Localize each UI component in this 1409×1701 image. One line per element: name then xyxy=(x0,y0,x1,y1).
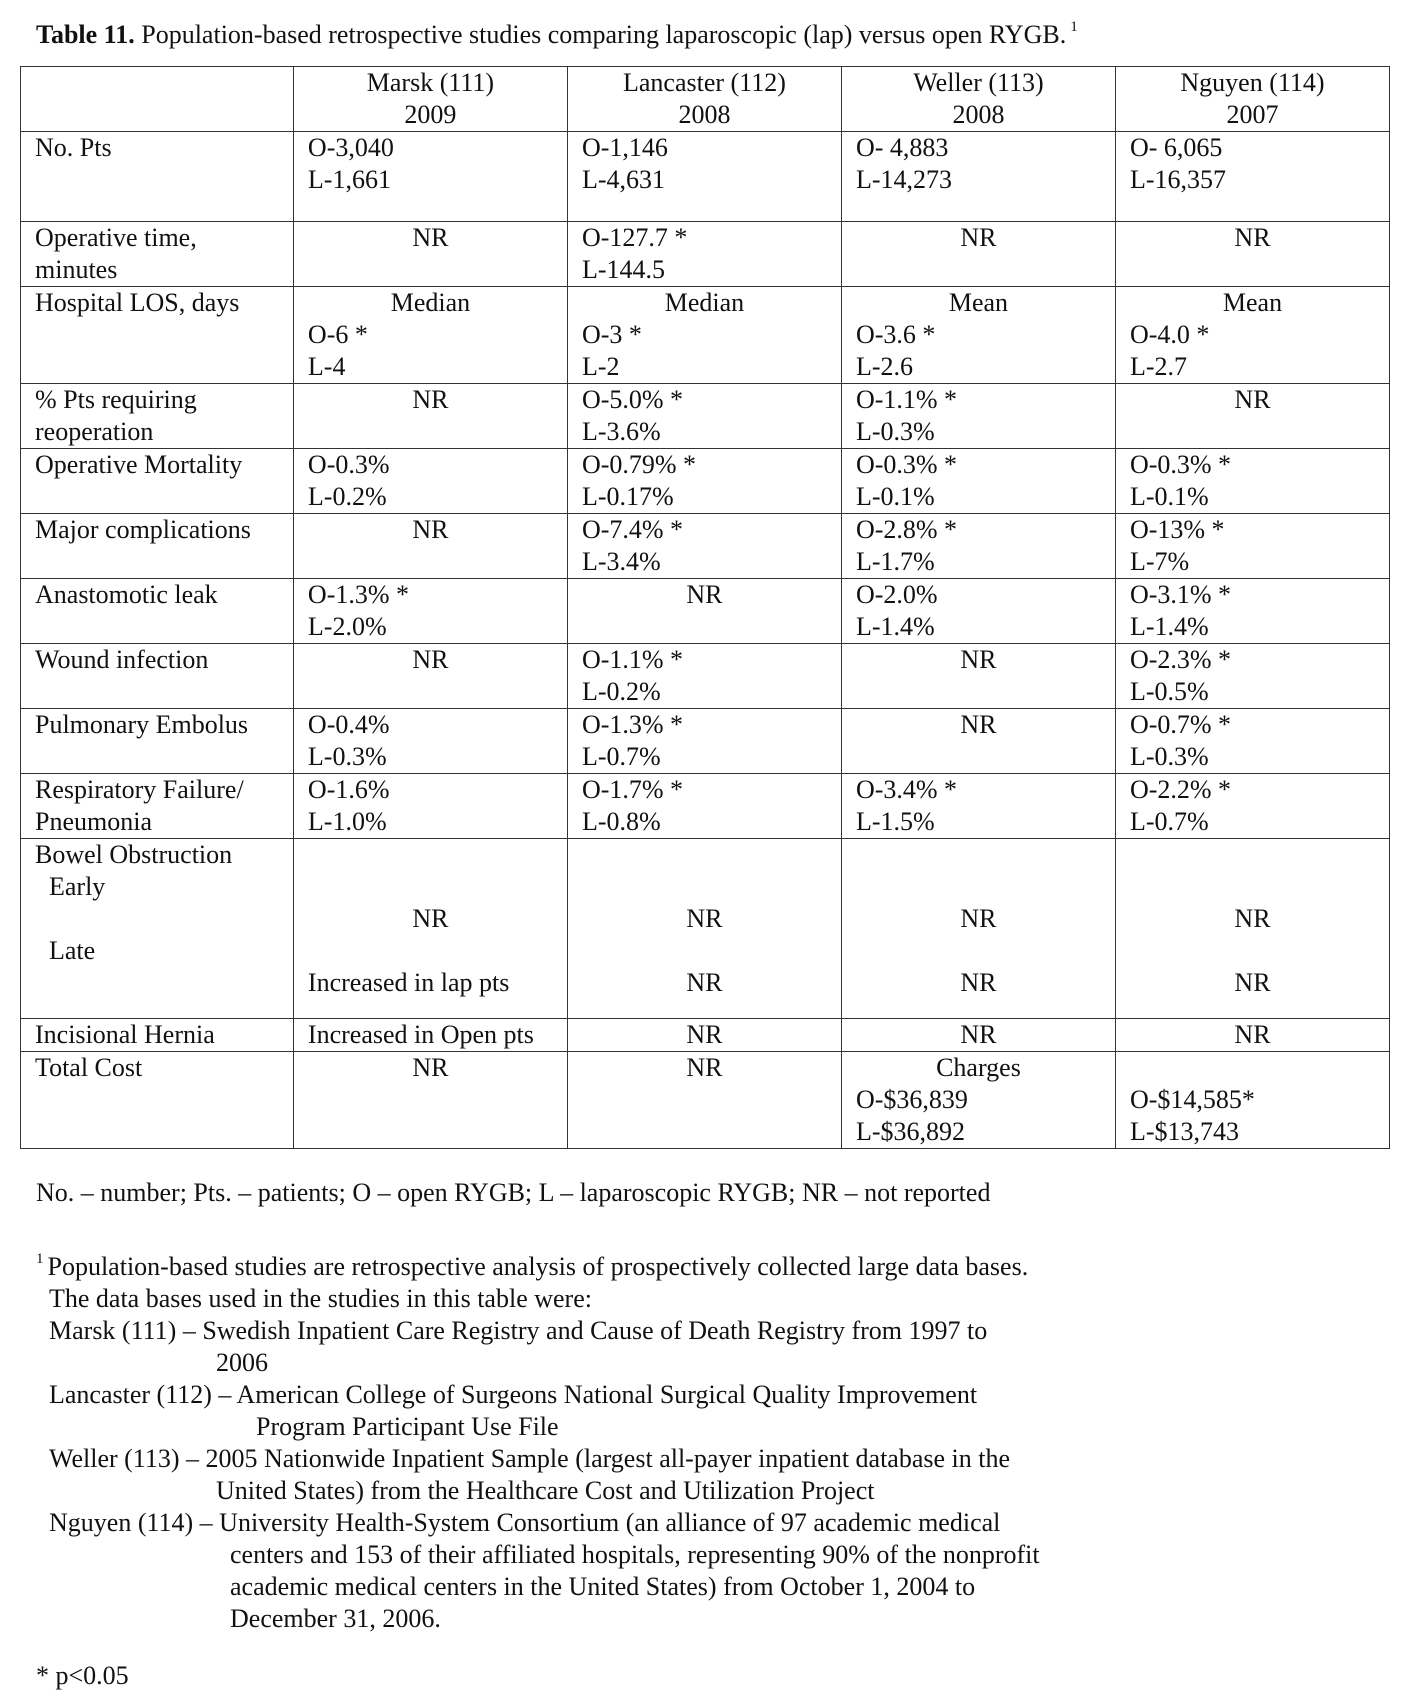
table-cell: NR xyxy=(841,709,1115,774)
cell-value: Increased in lap pts xyxy=(307,968,510,997)
cell-value: O-$36,839 xyxy=(855,1085,968,1114)
table-cell xyxy=(567,449,841,514)
cell-value: L-0.8% xyxy=(581,807,661,836)
cell-value: L-$13,743 xyxy=(1129,1117,1240,1146)
table-cell xyxy=(841,287,1115,384)
row-label: Operative Mortality xyxy=(21,449,294,514)
table-cell xyxy=(567,839,841,1019)
table-cell: NR xyxy=(1115,384,1389,449)
row-label: Total Cost xyxy=(21,1052,294,1149)
cell-value: L-4,631 xyxy=(581,165,665,194)
table-row xyxy=(21,774,1390,839)
row-label xyxy=(21,222,294,287)
footnote-marker: 1 xyxy=(36,1251,44,1267)
table-cell xyxy=(1115,709,1389,774)
table-cell xyxy=(293,449,567,514)
significance-note: * p<0.05 xyxy=(36,1661,129,1690)
table-cell: NR xyxy=(293,1052,567,1149)
row-label-line: reoperation xyxy=(35,417,154,446)
column-header-nguyen xyxy=(1115,67,1389,132)
table-cell xyxy=(1115,644,1389,709)
table-cell: NR xyxy=(1115,222,1389,287)
footnote-line: The data bases used in the studies in this table were: xyxy=(49,1284,592,1313)
table-cell xyxy=(293,287,567,384)
cell-value: O-3,040 xyxy=(307,133,394,162)
footnote-line: Population-based studies are retrospective analysis of prospectively collected large data bases. xyxy=(47,1252,1029,1281)
table-cell xyxy=(293,774,567,839)
footnote-source-marsk-cont: 2006 xyxy=(216,1348,268,1377)
table-cell: NR xyxy=(567,579,841,644)
comparison-table xyxy=(20,66,1390,1149)
footnote-source-lancaster-cont: Program Participant Use File xyxy=(256,1412,559,1441)
column-name: Nguyen (114) xyxy=(1180,68,1325,97)
table-cell xyxy=(293,709,567,774)
table-cell xyxy=(1115,579,1389,644)
row-label-line: Pneumonia xyxy=(35,807,152,836)
row-label: Anastomotic leak xyxy=(21,579,294,644)
table-caption: Population-based retrospective studies comparing laparoscopic (lap) versus open RYGB. xyxy=(141,20,1067,49)
cell-value: NR xyxy=(412,904,449,933)
table-cell: NR xyxy=(841,644,1115,709)
table-cell xyxy=(567,384,841,449)
row-label-line: % Pts requiring xyxy=(35,385,197,414)
table-cell xyxy=(567,644,841,709)
cell-value: O-13% * xyxy=(1129,515,1225,544)
cell-value: L-0.3% xyxy=(1129,742,1209,771)
cell-value: L-4 xyxy=(307,352,346,381)
column-header-lancaster xyxy=(567,67,841,132)
cell-value: O-0.3% * xyxy=(855,450,958,479)
table-row xyxy=(21,709,1390,774)
table-cell: NR xyxy=(567,1052,841,1149)
cell-value: O- 6,065 xyxy=(1129,133,1223,162)
cell-value: O-1.3% * xyxy=(307,580,410,609)
row-label: Pulmonary Embolus xyxy=(21,709,294,774)
table-number: Table 11. xyxy=(36,20,135,49)
row-label: Incisional Hernia xyxy=(21,1019,294,1052)
table-cell: NR xyxy=(841,1019,1115,1052)
cell-value: L-0.17% xyxy=(581,482,674,511)
footnote-source-weller: Weller (113) – 2005 Nationwide Inpatient Sample (largest all-payer inpatient database in the xyxy=(49,1444,1011,1473)
column-year: 2008 xyxy=(678,100,731,129)
cell-value: O-0.7% * xyxy=(1129,710,1232,739)
column-header-marsk xyxy=(293,67,567,132)
table-cell xyxy=(293,132,567,222)
table-cell: NR xyxy=(567,1019,841,1052)
row-label-line: Bowel Obstruction xyxy=(35,840,233,869)
table-cell xyxy=(841,514,1115,579)
cell-value: NR xyxy=(960,968,997,997)
cell-value: L-0.3% xyxy=(855,417,935,446)
table-row xyxy=(21,222,1390,287)
table-cell xyxy=(841,384,1115,449)
cell-value: L-2.0% xyxy=(307,612,387,641)
header-empty-cell xyxy=(21,67,294,132)
table-cell xyxy=(841,774,1115,839)
table-row xyxy=(21,839,1390,1019)
table-row xyxy=(21,644,1390,709)
cell-value: O-6 * xyxy=(307,320,368,349)
cell-value: L-3.4% xyxy=(581,547,661,576)
cell-value: L-1.4% xyxy=(1129,612,1209,641)
cell-value: O-2.3% * xyxy=(1129,645,1232,674)
table-cell xyxy=(841,449,1115,514)
table-cell xyxy=(841,1052,1115,1149)
row-label: Hospital LOS, days xyxy=(21,287,294,384)
row-label-line: minutes xyxy=(35,255,118,284)
cell-value: L-$36,892 xyxy=(855,1117,965,1146)
cell-value: NR xyxy=(960,904,997,933)
footnote-source-nguyen-cont: centers and 153 of their affiliated hospitals, representing 90% of the nonprofit xyxy=(230,1540,1040,1569)
column-name: Marsk (111) xyxy=(366,68,495,97)
column-header-weller xyxy=(841,67,1115,132)
row-sublabel-early: Early xyxy=(49,872,106,901)
cell-value: L-16,357 xyxy=(1129,165,1227,194)
table-cell xyxy=(1115,287,1389,384)
cell-value: NR xyxy=(1234,968,1271,997)
table-cell xyxy=(567,514,841,579)
cell-value: L-1.4% xyxy=(855,612,935,641)
cell-value: NR xyxy=(686,904,723,933)
table-cell xyxy=(293,839,567,1019)
footnote-block xyxy=(36,1243,1040,1635)
cell-value: L-1.7% xyxy=(855,547,935,576)
column-year: 2008 xyxy=(952,100,1005,129)
cell-value: O-0.3% * xyxy=(1129,450,1232,479)
cell-value: O-3.4% * xyxy=(855,775,958,804)
table-cell: NR xyxy=(293,222,567,287)
cell-value: L-7% xyxy=(1129,547,1190,576)
row-sublabel-late: Late xyxy=(49,936,96,965)
column-year: 2009 xyxy=(404,100,457,129)
footnote-source-marsk: Marsk (111) – Swedish Inpatient Care Registry and Cause of Death Registry from 1997 to xyxy=(49,1316,988,1345)
cell-subheading: Median xyxy=(664,288,745,317)
row-label: Wound infection xyxy=(21,644,294,709)
row-label-line: Operative time, xyxy=(35,223,197,252)
cell-value: L-1.0% xyxy=(307,807,387,836)
row-label xyxy=(21,839,294,1019)
cell-value: NR xyxy=(1234,904,1271,933)
row-label-line: Respiratory Failure/ xyxy=(35,775,244,804)
cell-value: O-2.2% * xyxy=(1129,775,1232,804)
table-cell xyxy=(1115,449,1389,514)
row-label: Major complications xyxy=(21,514,294,579)
table-cell: NR xyxy=(293,644,567,709)
table-row xyxy=(21,287,1390,384)
row-label xyxy=(21,774,294,839)
cell-value: O-0.3% xyxy=(307,450,390,479)
cell-value: O-$14,585* xyxy=(1129,1085,1255,1114)
table-cell xyxy=(841,839,1115,1019)
table-row xyxy=(21,132,1390,222)
cell-value: L-0.1% xyxy=(855,482,935,511)
footnote-source-nguyen-cont: December 31, 2006. xyxy=(230,1604,441,1633)
table-cell xyxy=(567,132,841,222)
table-cell xyxy=(841,579,1115,644)
cell-value: O-0.4% xyxy=(307,710,390,739)
table-cell: NR xyxy=(1115,1019,1389,1052)
table-cell xyxy=(567,287,841,384)
abbreviations-note: No. – number; Pts. – patients; O – open RYGB; L – laparoscopic RYGB; NR – not reported xyxy=(36,1178,991,1207)
cell-value: L-1.5% xyxy=(855,807,935,836)
row-label: No. Pts xyxy=(21,132,294,222)
cell-value: L-0.3% xyxy=(307,742,387,771)
cell-value: L-0.7% xyxy=(1129,807,1209,836)
cell-value: NR xyxy=(686,968,723,997)
table-cell: NR xyxy=(841,222,1115,287)
cell-value: O-1,146 xyxy=(581,133,668,162)
table-cell xyxy=(567,222,841,287)
cell-value: L-14,273 xyxy=(855,165,952,194)
cell-value: O-3 * xyxy=(581,320,642,349)
footnote-source-weller-cont: United States) from the Healthcare Cost and Utilization Project xyxy=(216,1476,875,1505)
table-cell xyxy=(567,774,841,839)
cell-value: O-7.4% * xyxy=(581,515,684,544)
cell-value: L-2.7 xyxy=(1129,352,1188,381)
table-cell xyxy=(567,709,841,774)
cell-subheading: Mean xyxy=(1222,288,1283,317)
cell-value: O-2.0% xyxy=(855,580,938,609)
cell-value: L-0.1% xyxy=(1129,482,1209,511)
table-row xyxy=(21,449,1390,514)
column-year: 2007 xyxy=(1226,100,1279,129)
row-label xyxy=(21,384,294,449)
cell-value: O-1.3% * xyxy=(581,710,684,739)
table-row xyxy=(21,1019,1390,1052)
table-cell xyxy=(841,132,1115,222)
cell-value: O-1.1% * xyxy=(855,385,958,414)
cell-value: O-127.7 * xyxy=(581,223,688,252)
cell-subheading: Mean xyxy=(948,288,1009,317)
table-cell xyxy=(1115,132,1389,222)
header-row xyxy=(21,67,1390,132)
cell-value: L-3.6% xyxy=(581,417,661,446)
table-cell: NR xyxy=(293,384,567,449)
cell-value: O-1.7% * xyxy=(581,775,684,804)
table-cell xyxy=(293,579,567,644)
cell-value: L-2.6 xyxy=(855,352,913,381)
cell-value: O-2.8% * xyxy=(855,515,958,544)
table-cell xyxy=(1115,839,1389,1019)
cell-value: L-0.5% xyxy=(1129,677,1209,706)
cell-value: O- 4,883 xyxy=(855,133,949,162)
footnote-source-nguyen: Nguyen (114) – University Health-System Consortium (an alliance of 97 academic medical xyxy=(49,1508,1001,1537)
cell-value: O-4.0 * xyxy=(1129,320,1210,349)
cell-value: O-5.0% * xyxy=(581,385,684,414)
column-name: Lancaster (112) xyxy=(622,68,786,97)
table-title xyxy=(36,10,1078,52)
title-footnote-marker: 1 xyxy=(1070,19,1078,35)
cell-value: O-0.79% * xyxy=(581,450,697,479)
table-cell: Increased in Open pts xyxy=(293,1019,567,1052)
cell-value: O-1.1% * xyxy=(581,645,684,674)
table-row xyxy=(21,1052,1390,1149)
table-row xyxy=(21,384,1390,449)
cell-value: L-2 xyxy=(581,352,620,381)
table-cell xyxy=(1115,774,1389,839)
footnote-source-lancaster: Lancaster (112) – American College of Surgeons National Surgical Quality Improvement xyxy=(49,1380,978,1409)
cell-value: O-1.6% xyxy=(307,775,390,804)
cell-subheading: Charges xyxy=(936,1053,1021,1082)
cell-value: L-144.5 xyxy=(581,255,665,284)
table-cell xyxy=(1115,514,1389,579)
column-name: Weller (113) xyxy=(913,68,1044,97)
cell-value: L-0.7% xyxy=(581,742,661,771)
cell-value: O-3.1% * xyxy=(1129,580,1232,609)
table-row xyxy=(21,514,1390,579)
table-row xyxy=(21,579,1390,644)
cell-value: L-0.2% xyxy=(307,482,387,511)
cell-subheading: Median xyxy=(390,288,471,317)
table-cell: NR xyxy=(293,514,567,579)
cell-value: L-0.2% xyxy=(581,677,661,706)
table-cell xyxy=(1115,1052,1389,1149)
footnote-source-nguyen-cont: academic medical centers in the United States) from October 1, 2004 to xyxy=(230,1572,976,1601)
cell-value: L-1,661 xyxy=(307,165,391,194)
cell-value: O-3.6 * xyxy=(855,320,936,349)
